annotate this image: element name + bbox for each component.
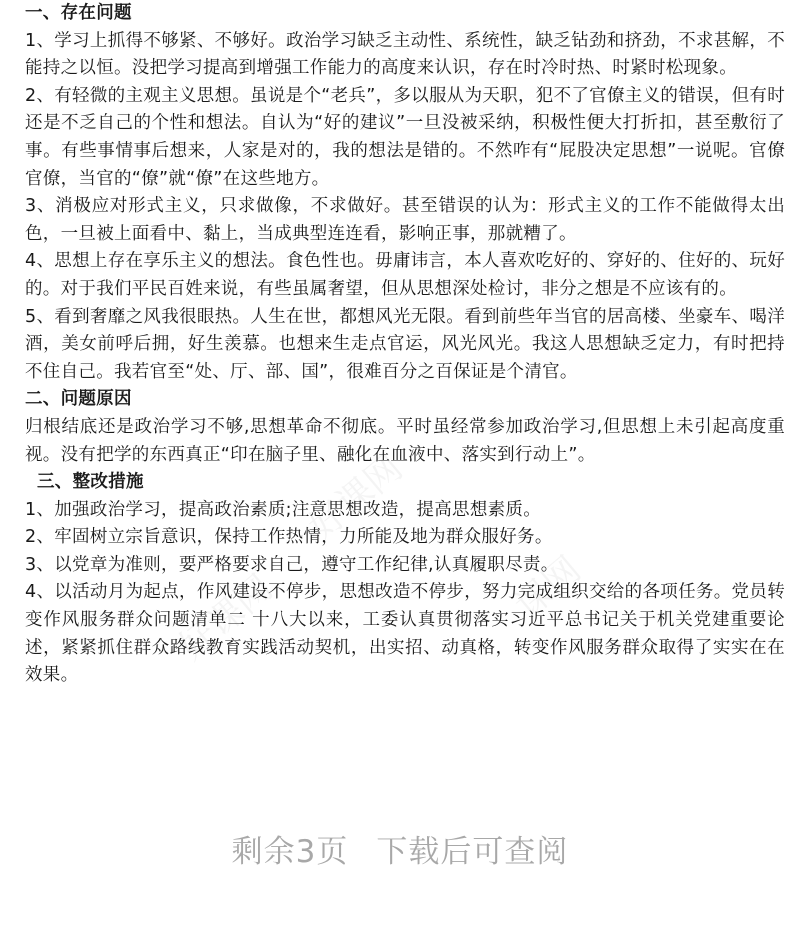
section-heading-problems: 一、存在问题 bbox=[25, 3, 132, 23]
paragraph: 归根结底还是政治学习不够,思想革命不彻底。平时虽经常参加政治学习,但思想上未引起高度重视。没有把学的东西真正“印在脑子里、融化在血液中、落实到行动上”。 bbox=[25, 416, 785, 465]
section-heading-measures: 三、整改措施 bbox=[37, 472, 144, 493]
paragraph: 2、牢固树立宗旨意识，保持工作热情，力所能及地为群众服好务。 bbox=[25, 527, 553, 548]
paragraph: 3、消极应对形式主义，只求做像，不求做好。甚至错误的认为：形式主义的工作不能做得太出色，一旦被上面看中、黏上，当成典型连连看，影响正事，那就糟了。 bbox=[25, 196, 785, 244]
document-body bbox=[25, 0, 785, 690]
paragraph: 1、加强政治学习，提高政治素质;注意思想改造，提高思想素质。 bbox=[25, 499, 542, 520]
section-heading-causes: 二、问题原因 bbox=[25, 389, 132, 410]
download-prompt[interactable] bbox=[0, 832, 800, 872]
paragraph: 3、以党章为准则，要严格要求自己，遵守工作纪律,认真履职尽责。 bbox=[25, 554, 559, 575]
watermark: 课网 bbox=[507, 548, 589, 627]
watermark: 好课网 bbox=[171, 567, 281, 669]
watermark: 好课网 bbox=[301, 447, 411, 549]
download-to-view-label: 下载后可查阅 bbox=[376, 834, 569, 870]
paragraph: 2、有轻微的主观主义思想。虽说是个“老兵”，多以服从为天职，犯不了官僚主义的错误，但有时还是不乏自己的个性和想法。自认为“好的建议”一旦没被采纳，积极性便大打折扣，甚至敷衍了事。有些事情事后想来，人家是对的，我的想法是错的。不然咋有“屁股决定思想”一说呢。官僚官僚，当官的“僚”就“僚”在这些地方。 bbox=[25, 85, 785, 189]
paragraph: 5、看到奢靡之风我很眼热。人生在世，都想风光无限。看到前些年当官的居高楼、坐豪车、喝洋酒，美女前呼后拥，好生羡慕。也想来生走点官运，风光风光。我这人思想缺乏定力，有时把持不住自己。我若官至“处、厅、部、国”，很难百分之百保证是个清官。 bbox=[25, 306, 785, 382]
paragraph: 4、以活动月为起点，作风建设不停步，思想改造不停步，努力完成组织交给的各项任务。党员转变作风服务群众问题清单二 十八大以来，工委认真贯彻落实习近平总书记关于机关党建重要论述，紧紧抓住群众路线教育实践活动契机，出实招、动真格，转变作风服务群众取得了实实在在效果。 bbox=[25, 582, 785, 686]
remaining-pages-label: 剩余3页 bbox=[231, 834, 349, 870]
paragraph: 1、学习上抓得不够紧、不够好。政治学习缺乏主动性、系统性，缺乏钻劲和挤劲，不求甚解，不能持之以恒。没把学习提高到增强工作能力的高度来认识，存在时冷时热、时紧时松现象。 bbox=[25, 30, 785, 79]
paragraph: 4、思想上存在享乐主义的想法。食色性也。毋庸讳言，本人喜欢吃好的、穿好的、住好的、玩好的。对于我们平民百姓来说，有些虽属奢望，但从思想深处检讨，非分之想是不应该有的。 bbox=[25, 251, 785, 299]
